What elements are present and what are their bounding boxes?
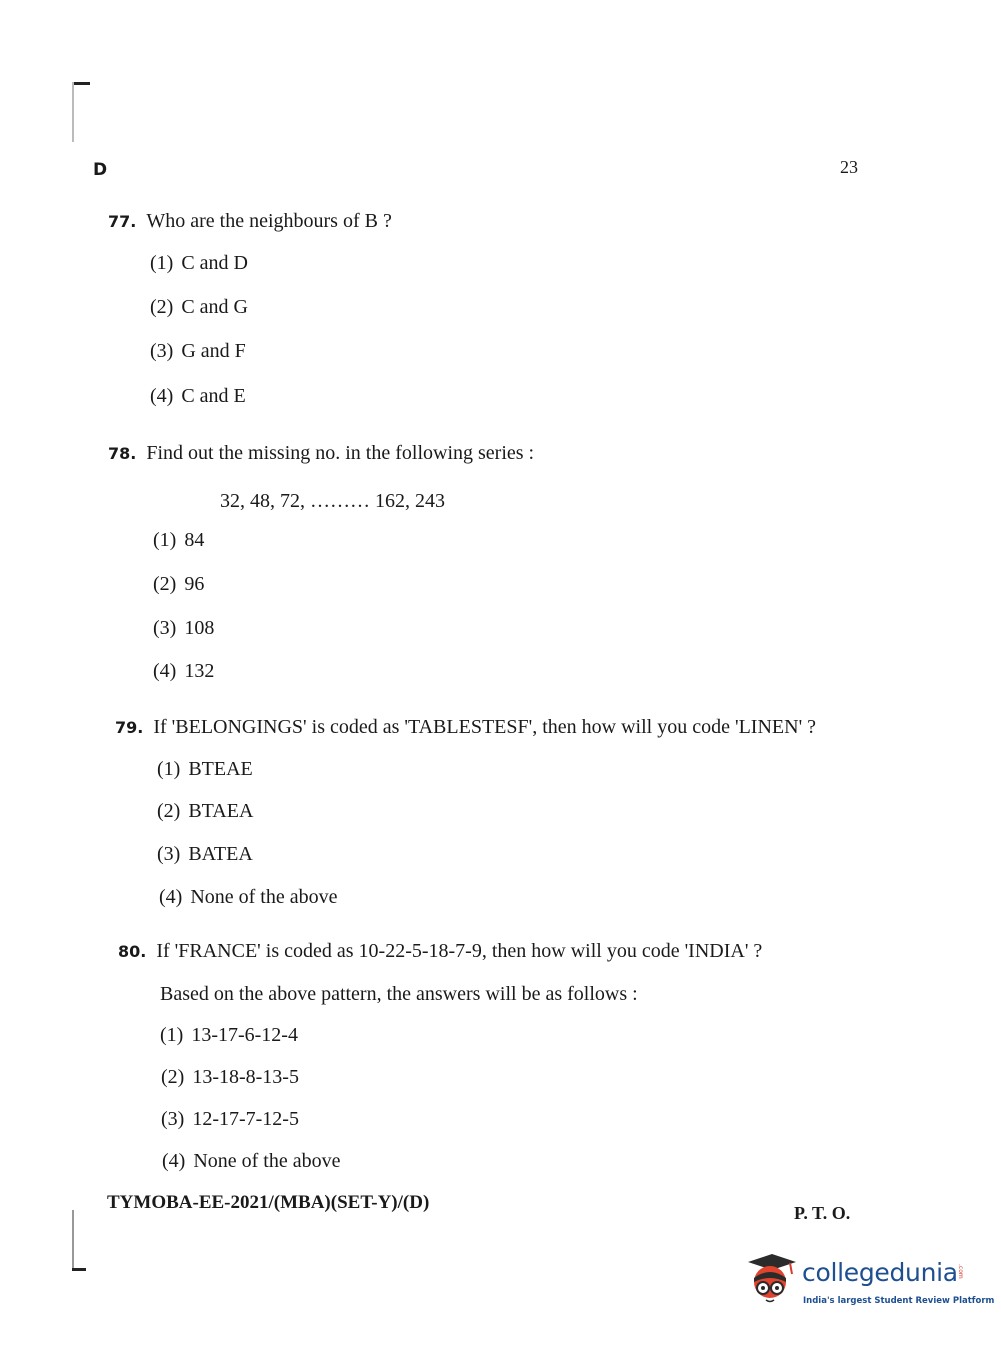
question-80 (118, 940, 762, 963)
option-text: 12-17-7-12-5 (192, 1108, 299, 1130)
question-text: Who are the neighbours of B ? (146, 210, 392, 232)
option (157, 843, 253, 866)
logo-wordmark: collegedunia (802, 1258, 958, 1287)
option-number: (3) (153, 617, 177, 639)
option-text: 13-17-6-12-4 (191, 1024, 298, 1046)
question-78 (108, 442, 534, 465)
option (150, 385, 246, 408)
option-number: (4) (153, 660, 177, 682)
option-number: (4) (162, 1150, 186, 1172)
set-letter: D (93, 160, 108, 180)
question-text: If 'BELONGINGS' is coded as 'TABLESTESF', then how will you code 'LINEN' ? (153, 716, 817, 738)
question-79 (115, 716, 816, 739)
option (160, 1024, 298, 1047)
option-number: (3) (150, 340, 174, 362)
option-text: C and E (181, 385, 246, 407)
option (153, 529, 204, 552)
option (157, 800, 253, 823)
pto-label: P. T. O. (794, 1203, 851, 1223)
scan-border-mark (72, 1268, 86, 1271)
option-number: (1) (157, 758, 181, 780)
logo-domain-suffix: .com (957, 1264, 964, 1279)
option (150, 252, 248, 275)
collegedunia-logo (742, 1252, 995, 1312)
graduate-mascot-icon (742, 1252, 798, 1308)
question-number: 79. (115, 718, 144, 737)
scan-border-mark (72, 1210, 74, 1270)
scan-border-mark (72, 82, 90, 85)
question-subtext: Based on the above pattern, the answers will be as follows : (160, 983, 638, 1005)
question-77 (108, 210, 392, 233)
option-number: (1) (160, 1024, 184, 1046)
exam-code: TYMOBA-EE-2021/(MBA)(SET-Y)/(D) (107, 1192, 430, 1213)
option-text: 132 (184, 660, 215, 682)
option-number: (3) (161, 1108, 185, 1130)
option (157, 758, 253, 781)
option-text: 108 (184, 617, 215, 639)
question-number: 77. (108, 212, 137, 231)
option-text: 13-18-8-13-5 (192, 1066, 299, 1088)
option (153, 660, 214, 683)
option-text: 84 (184, 529, 205, 551)
option-text: None of the above (193, 1150, 341, 1172)
option-number: (3) (157, 843, 181, 865)
option-text: BATEA (188, 843, 253, 865)
scan-border-mark (72, 82, 74, 142)
question-text: If 'FRANCE' is coded as 10-22-5-18-7-9, then how will you code 'INDIA' ? (156, 940, 763, 962)
option-number: (1) (150, 252, 174, 274)
option-number: (2) (150, 296, 174, 318)
option (159, 886, 338, 909)
option (150, 340, 246, 363)
option-text: None of the above (190, 886, 338, 908)
option (161, 1066, 299, 1089)
option-number: (1) (153, 529, 177, 551)
option-text: BTEAE (188, 758, 253, 780)
question-text: Find out the missing no. in the following series : (146, 442, 535, 464)
logo-tagline: India's largest Student Review Platform (803, 1296, 995, 1306)
option-number: (2) (157, 800, 181, 822)
option-text: C and D (181, 252, 248, 274)
option-text: C and G (181, 296, 248, 318)
option (153, 617, 214, 640)
option-number: (2) (161, 1066, 185, 1088)
option-text: G and F (181, 340, 246, 362)
option-text: 96 (184, 573, 205, 595)
option-number: (4) (159, 886, 183, 908)
option (153, 573, 204, 596)
page-number: 23 (840, 157, 858, 177)
option (162, 1150, 341, 1173)
question-number: 80. (118, 942, 147, 961)
option-text: BTAEA (188, 800, 254, 822)
option-number: (4) (150, 385, 174, 407)
option (150, 296, 248, 319)
option-number: (2) (153, 573, 177, 595)
number-series: 32, 48, 72, ……… 162, 243 (220, 490, 445, 512)
option (161, 1108, 299, 1131)
question-number: 78. (108, 444, 137, 463)
